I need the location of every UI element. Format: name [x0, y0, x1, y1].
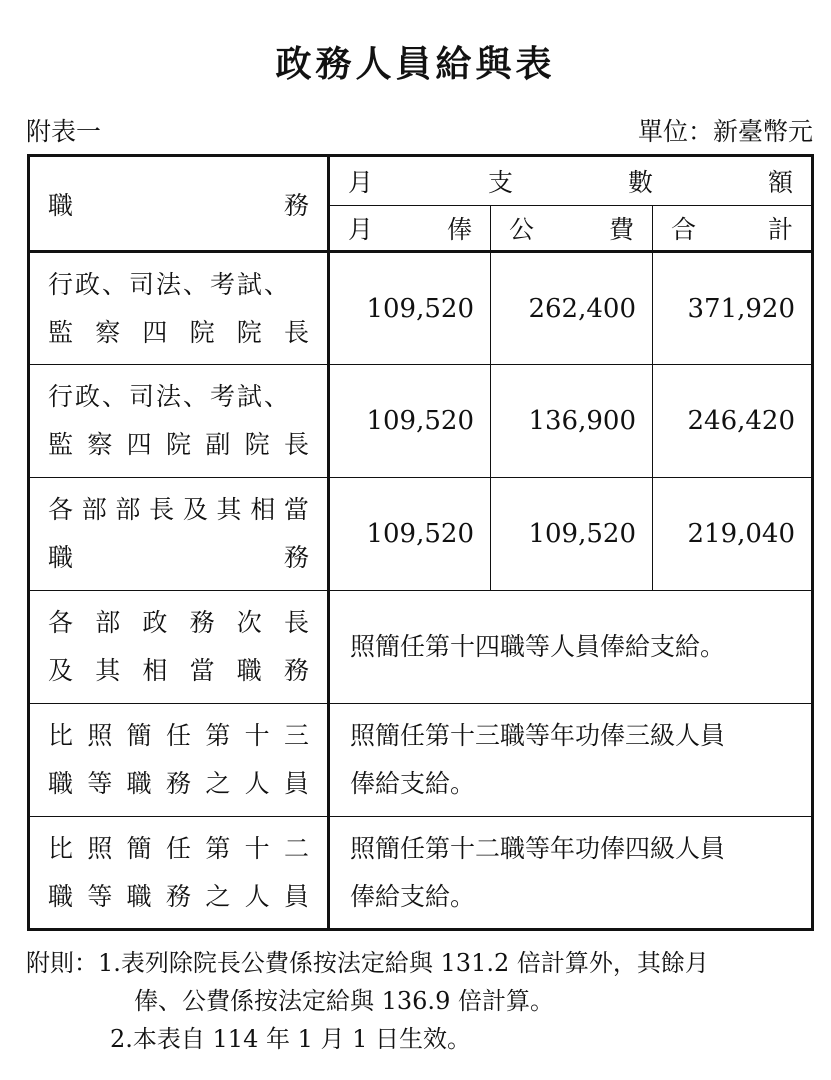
- glyph: 之: [205, 769, 231, 798]
- table-row-duty: [29, 704, 329, 817]
- glyph: 職: [126, 881, 152, 911]
- glyph: 計: [768, 215, 794, 244]
- glyph: 員: [283, 881, 309, 911]
- duty-line: [30, 647, 327, 695]
- allowance-cell: 136,900: [491, 365, 653, 478]
- description-line: 照簡任第十三職等年功俸三級人員: [350, 721, 726, 750]
- glyph: 費: [608, 215, 634, 244]
- glyph: 長: [283, 430, 309, 459]
- description-cell: [329, 704, 813, 817]
- header-duty-label: [30, 186, 327, 222]
- glyph: 部: [115, 495, 141, 524]
- description-line: 照簡任第十二職等年功俸四級人員: [350, 833, 726, 863]
- glyph: 及: [48, 656, 74, 685]
- table-row-duty: [29, 252, 329, 365]
- allowance-cell: 262,400: [491, 252, 653, 365]
- glyph: 公: [509, 215, 535, 244]
- total-cell: 219,040: [653, 478, 813, 591]
- note-line-2: 2.本表自 114 年 1 月 1 日生效。: [110, 1025, 472, 1053]
- glyph: 等: [87, 769, 113, 798]
- page-title: 政務人員給與表: [275, 43, 556, 85]
- glyph: 務: [165, 881, 191, 911]
- glyph: 職: [48, 769, 74, 798]
- total-cell: 246,420: [653, 365, 813, 478]
- glyph: 部: [95, 608, 121, 637]
- duty-line: [30, 421, 327, 469]
- glyph: 長: [149, 495, 175, 524]
- glyph: 第: [205, 833, 231, 863]
- glyph: 比: [48, 833, 74, 863]
- duty-line: [30, 873, 327, 921]
- glyph: 簡: [126, 833, 152, 863]
- glyph: 第: [205, 721, 231, 750]
- glyph: 監: [48, 430, 74, 459]
- duty-line: [30, 486, 327, 534]
- glyph: 職: [126, 769, 152, 798]
- glyph: 月: [348, 168, 374, 197]
- salary-table: [27, 154, 814, 931]
- glyph: 長: [283, 608, 309, 637]
- glyph: 四: [142, 317, 168, 347]
- glyph: 部: [81, 495, 107, 524]
- glyph: 四: [126, 430, 152, 459]
- table-row-duty: [29, 365, 329, 478]
- glyph: 次: [236, 608, 262, 637]
- glyph: 人: [244, 881, 270, 911]
- description-cell: 照簡任第十四職等人員俸給支給。: [329, 591, 813, 704]
- glyph: 支: [488, 168, 514, 197]
- glyph: 相: [142, 656, 168, 685]
- notes: [26, 944, 709, 1058]
- duty-line: 行政、司法、考試、: [48, 382, 292, 411]
- glyph: 務: [283, 543, 309, 572]
- glyph: 務: [283, 190, 309, 220]
- glyph: 及: [182, 495, 208, 524]
- header-salary-label: [330, 210, 490, 246]
- glyph: 照: [87, 833, 113, 863]
- glyph: 其: [95, 656, 121, 685]
- table-row-duty: [29, 591, 329, 704]
- glyph: 其: [216, 495, 242, 524]
- glyph: 各: [48, 495, 74, 524]
- glyph: 十: [244, 721, 270, 750]
- glyph: 長: [283, 317, 309, 347]
- glyph: 務: [283, 656, 309, 685]
- table-row-duty: [29, 817, 329, 930]
- glyph: 察: [95, 317, 121, 347]
- glyph: 三: [283, 721, 309, 750]
- description-cell: [329, 817, 813, 930]
- glyph: 員: [283, 769, 309, 798]
- glyph: 照: [87, 721, 113, 750]
- glyph: 務: [165, 769, 191, 798]
- description-line: 俸給支給。: [350, 769, 476, 798]
- note-line-1: 附則：1.表列除院長公費係按法定給與 131.2 倍計算外，其餘月: [26, 949, 709, 977]
- glyph: 合: [671, 215, 697, 244]
- salary-cell: 109,520: [329, 252, 491, 365]
- duty-line: [30, 825, 327, 873]
- glyph: 簡: [126, 721, 152, 750]
- attachment-label: 附表一: [26, 117, 102, 146]
- glyph: 政: [142, 608, 168, 637]
- glyph: 之: [205, 881, 231, 911]
- glyph: 院: [189, 317, 215, 347]
- header-duty: [29, 156, 329, 252]
- glyph: 十: [244, 833, 270, 863]
- glyph: 數: [628, 168, 654, 197]
- table-row-duty: [29, 478, 329, 591]
- glyph: 職: [236, 656, 262, 685]
- glyph: 等: [87, 881, 113, 911]
- glyph: 相: [250, 495, 276, 524]
- note-line-1-continued: 俸、公費係按法定給與 136.9 倍計算。: [134, 987, 554, 1015]
- header-total: [653, 206, 813, 252]
- header-total-label: [653, 210, 811, 246]
- duty-line: [30, 760, 327, 808]
- glyph: 任: [165, 721, 191, 750]
- glyph: 院: [165, 430, 191, 459]
- duty-line: [30, 712, 327, 760]
- duty-line: 行政、司法、考試、: [48, 269, 292, 299]
- glyph: 務: [189, 608, 215, 637]
- duty-line: [30, 309, 327, 357]
- salary-cell: 109,520: [329, 478, 491, 591]
- duty-line: [30, 599, 327, 647]
- glyph: 職: [48, 881, 74, 911]
- description-line: 俸給支給。: [350, 881, 476, 911]
- glyph: 職: [48, 543, 74, 572]
- glyph: 當: [189, 656, 215, 685]
- glyph: 任: [165, 833, 191, 863]
- glyph: 職: [48, 190, 74, 220]
- glyph: 監: [48, 317, 74, 347]
- glyph: 副: [205, 430, 231, 459]
- glyph: 比: [48, 721, 74, 750]
- glyph: 月: [348, 215, 374, 244]
- allowance-cell: 109,520: [491, 478, 653, 591]
- glyph: 人: [244, 769, 270, 798]
- total-cell: 371,920: [653, 252, 813, 365]
- glyph: 俸: [446, 215, 472, 244]
- glyph: 院: [244, 430, 270, 459]
- glyph: 二: [283, 833, 309, 863]
- glyph: 察: [87, 430, 113, 459]
- glyph: 當: [283, 495, 309, 524]
- glyph: 院: [236, 317, 262, 347]
- unit-label: 單位：新臺幣元: [637, 117, 813, 146]
- header-monthly-amount-label: [330, 163, 811, 199]
- header-allowance-label: [491, 210, 652, 246]
- header-monthly-amount: [329, 156, 813, 206]
- glyph: 額: [768, 168, 794, 197]
- header-allowance: [491, 206, 653, 252]
- glyph: 各: [48, 608, 74, 637]
- header-salary: [329, 206, 491, 252]
- duty-line: [30, 534, 327, 582]
- salary-cell: 109,520: [329, 365, 491, 478]
